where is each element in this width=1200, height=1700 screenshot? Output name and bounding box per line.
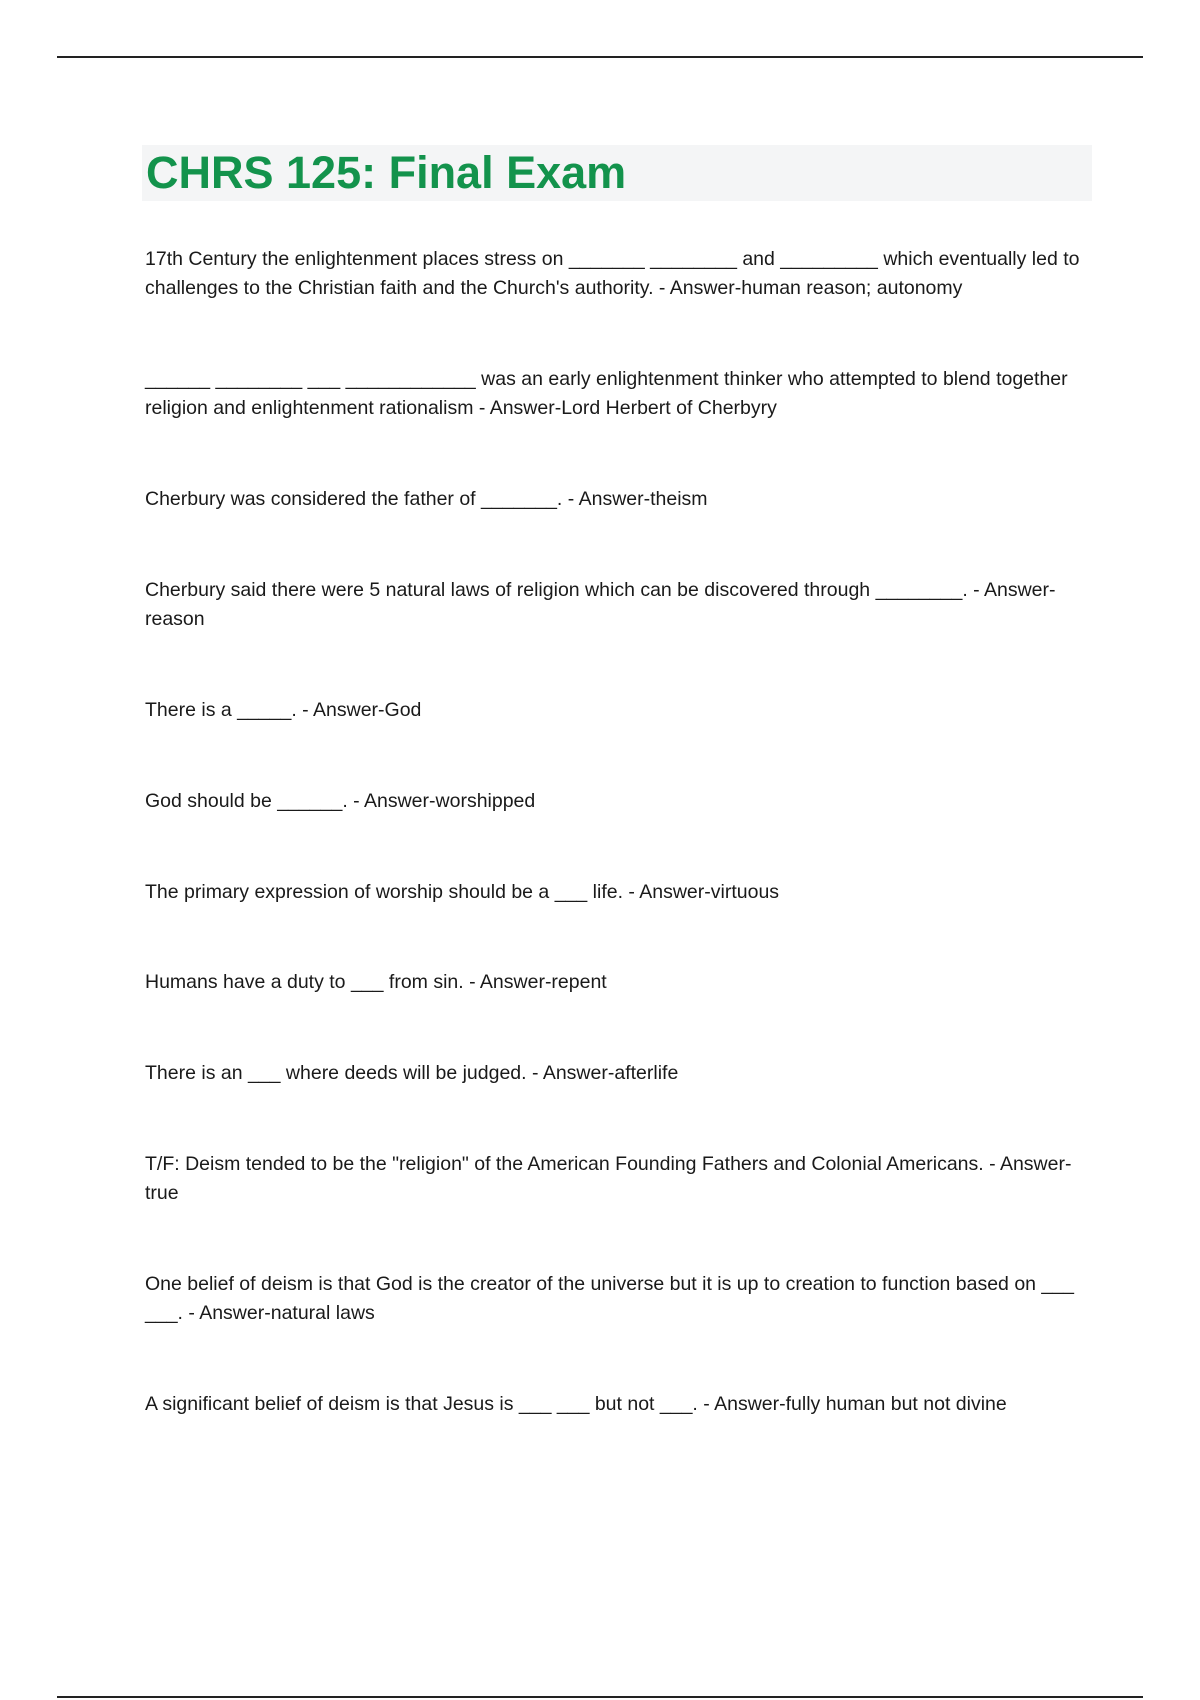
question-item: The primary expression of worship should be a ___ life. - Answer-virtuous	[145, 881, 780, 903]
page-title: CHRS 125: Final Exam	[146, 147, 627, 198]
question-item: Humans have a duty to ___ from sin. - Answer-repent	[145, 971, 607, 993]
question-item: There is a _____. - Answer-God	[145, 699, 422, 721]
top-rule	[57, 56, 1143, 58]
bottom-rule	[57, 1696, 1143, 1698]
question-item: ______ ________ ___ ____________ was an early enlightenment thinker who attempted to blend together religion and enlightenment rationalism - Answer-Lord Herbert of Cherbyry	[145, 368, 1068, 419]
question-item: God should be ______. - Answer-worshipped	[145, 790, 536, 812]
question-item: A significant belief of deism is that Jesus is ___ ___ but not ___. - Answer-fully human but not divine	[145, 1393, 1007, 1415]
question-item: One belief of deism is that God is the creator of the universe but it is up to creation to function based on ___ ___. - Answer-natural laws	[145, 1273, 1074, 1324]
question-item: Cherbury said there were 5 natural laws of religion which can be discovered through ________. - Answer-reason	[145, 579, 1056, 630]
question-item: Cherbury was considered the father of _______. - Answer-theism	[145, 488, 708, 510]
question-item: T/F: Deism tended to be the "religion" of the American Founding Fathers and Colonial Americans. - Answer-true	[145, 1153, 1072, 1204]
question-item: 17th Century the enlightenment places stress on _______ ________ and _________ which eventually led to challenges to the Christian faith and the Church's authority. - Answer-human reason; autonomy	[145, 248, 1080, 299]
question-item: There is an ___ where deeds will be judged. - Answer-afterlife	[145, 1062, 679, 1084]
